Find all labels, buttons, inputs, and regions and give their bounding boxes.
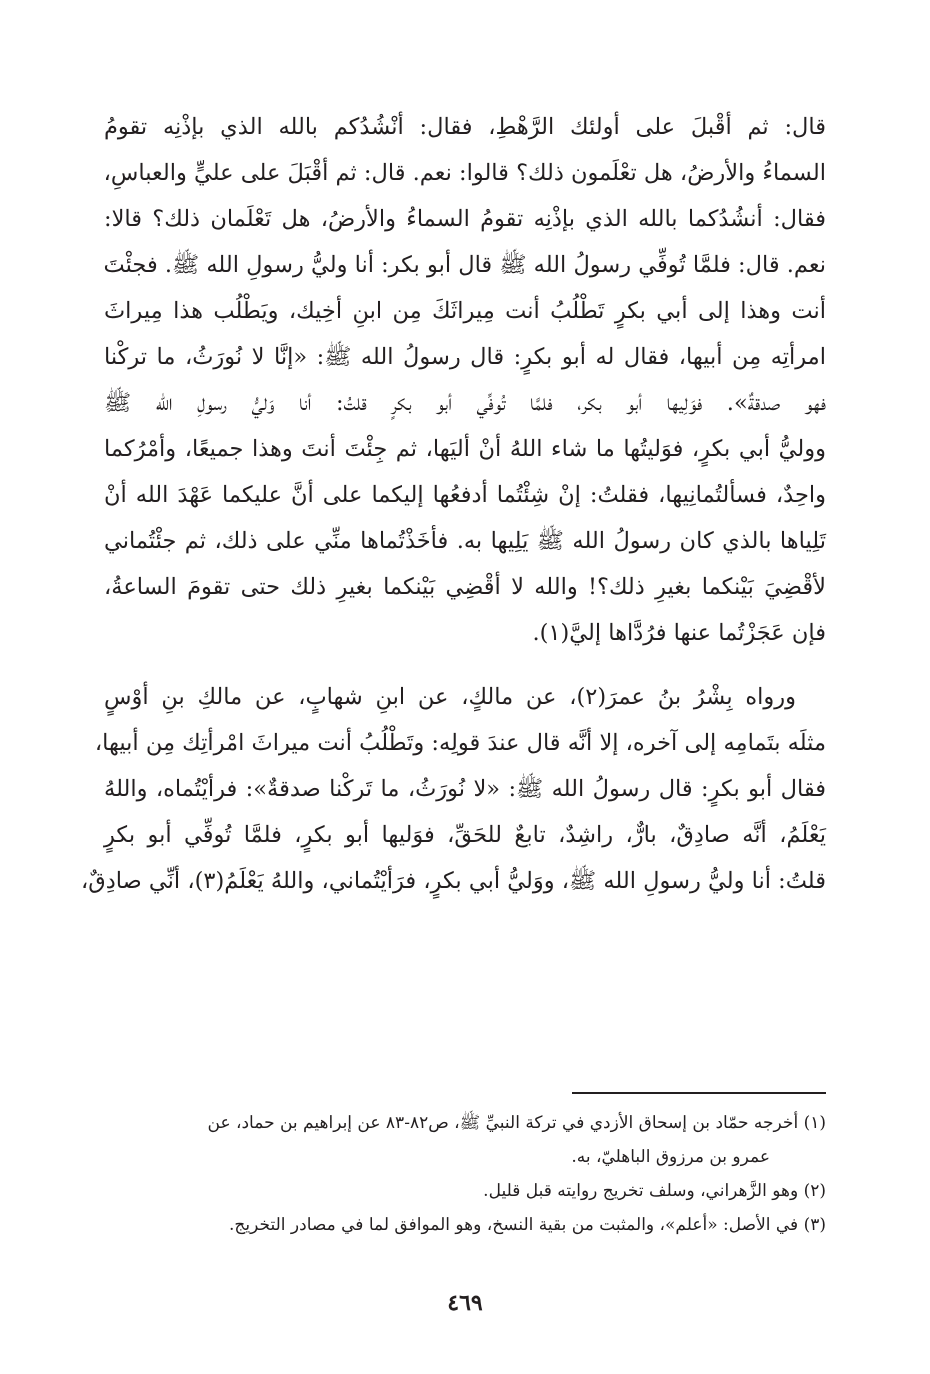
footnote-3: (٣) في الأصل: «أعلم»، والمثبت من بقية النسخ، وهو الموافق لما في مصادر التخريج. <box>229 1215 826 1235</box>
text-line: تَلِياها بالذي كان رسولُ الله ﷺ يَلِيها به. فأخَذْتُماها منِّي على ذلك، ثم جئْتُماني <box>104 528 826 554</box>
text-line: قلتُ: أنا وليُّ رسولِ الله ﷺ، ووَليُّ أبي بكرٍ، فرَأيْتُماني، واللهُ يَعْلَمُ(٣)، أنِّي صادِقٌ، <box>81 868 826 894</box>
text-line: أنت وهذا إلى أبي بكرٍ تَطْلُبُ أنت مِيراثَكَ مِن ابنِ أخِيك، ويَطْلُب هذا مِيراثَ <box>104 298 826 324</box>
text-line: فهو صدقةٌ». فوَلِيها أبو بكر، فلمَّا تُوفِّي أبو بكرٍ قلتُ: أنا وَليُّ رسولِ الله ﷺ <box>104 390 826 416</box>
text-line: يَعْلَمُ، أنَّه صادِقٌ، بارٌّ، راشِدٌ، تابعٌ للحَقِّ، فوَليها أبو بكرٍ، فلمَّا تُوفِّي أبو بكرٍ <box>104 822 826 848</box>
text-line: امرأتِه مِن أبيها، فقال له أبو بكرٍ: قال رسولُ الله ﷺ: «إنَّا لا نُورَثُ، ما تركْنا <box>104 344 826 370</box>
text-line: واحِدٌ، فسألتُمانِيها، فقلتُ: إنْ شِئْتُما أدفعُها إليكما على أنَّ عليكما عَهْدَ الله أنْ <box>104 482 826 508</box>
footnote-separator <box>572 1092 826 1094</box>
footnote-1-continuation: عمرو بن مرزوق الباهليّ، به. <box>571 1147 770 1167</box>
page-number: ٤٦٩ <box>447 1290 483 1316</box>
text-line: فقال أبو بكرٍ: قال رسولُ الله ﷺ: «لا نُورَثُ، ما تَركْنا صدقةٌ»: فرأيْتُماه، واللهُ <box>104 776 826 802</box>
text-line: قال: ثم أقْبلَ على أولئك الرَّهْطِ، فقال: أنْشُدُكم بالله الذي بإذْنِه تقومُ <box>104 114 826 140</box>
footnote-2: (٢) وهو الزَّهراني، وسلف تخريج روايته قبل قليل. <box>483 1181 826 1201</box>
footnotes <box>104 1106 826 1242</box>
main-text <box>81 104 826 904</box>
text-line: ورواه بِشْرُ بنُ عمرَ(٢)، عن مالكٍ، عن ابنِ شهابٍ، عن مالكِ بنِ أوْسٍ <box>104 684 796 710</box>
text-line: فقال: أنشُدُكما بالله الذي بإذْنِه تقومُ السماءُ والأرضُ، هل تَعْلَمان ذلك؟ قالا: <box>104 206 826 232</box>
footnote-1: (١) أخرجه حمّاد بن إسحاق الأزدي في تركة النبيِّ ﷺ، ص٨٢-٨٣ عن إبراهيم بن حماد، عن <box>207 1113 826 1133</box>
text-line: لأقْضِيَ بَيْنكما بغيرِ ذلك؟! والله لا أقْضِي بَيْنكما بغيرِ ذلك حتى تقومَ الساعةُ، <box>104 574 826 600</box>
text-line: ووليُّ أبي بكرٍ، فوَليتُها ما شاء اللهُ أنْ أليَها، ثم جِئْتَ أنتَ وهذا جميعًا، وأمْرُكما <box>104 436 826 462</box>
text-line: فإن عَجَزْتُما عنها فرُدَّاها إليَّ(١). <box>532 620 826 646</box>
paragraph-gap <box>104 656 826 674</box>
text-line: مثلَه بتَمامِه إلى آخره، إلا أنَّه قال عندَ قولِه: وتَطْلُبُ أنت ميراثَ امْرأتِك مِن أبيها، <box>94 730 826 756</box>
text-line: السماءُ والأرضُ، هل تعْلَمون ذلك؟ قالوا: نعم. قال: ثم أقْبَلَ على عليٍّ والعباسِ، <box>103 160 826 186</box>
text-line: نعم. قال: فلمَّا تُوفِّي رسولُ الله ﷺ قال أبو بكر: أنا وليُّ رسولِ الله ﷺ. فجئْتَ <box>103 252 826 278</box>
